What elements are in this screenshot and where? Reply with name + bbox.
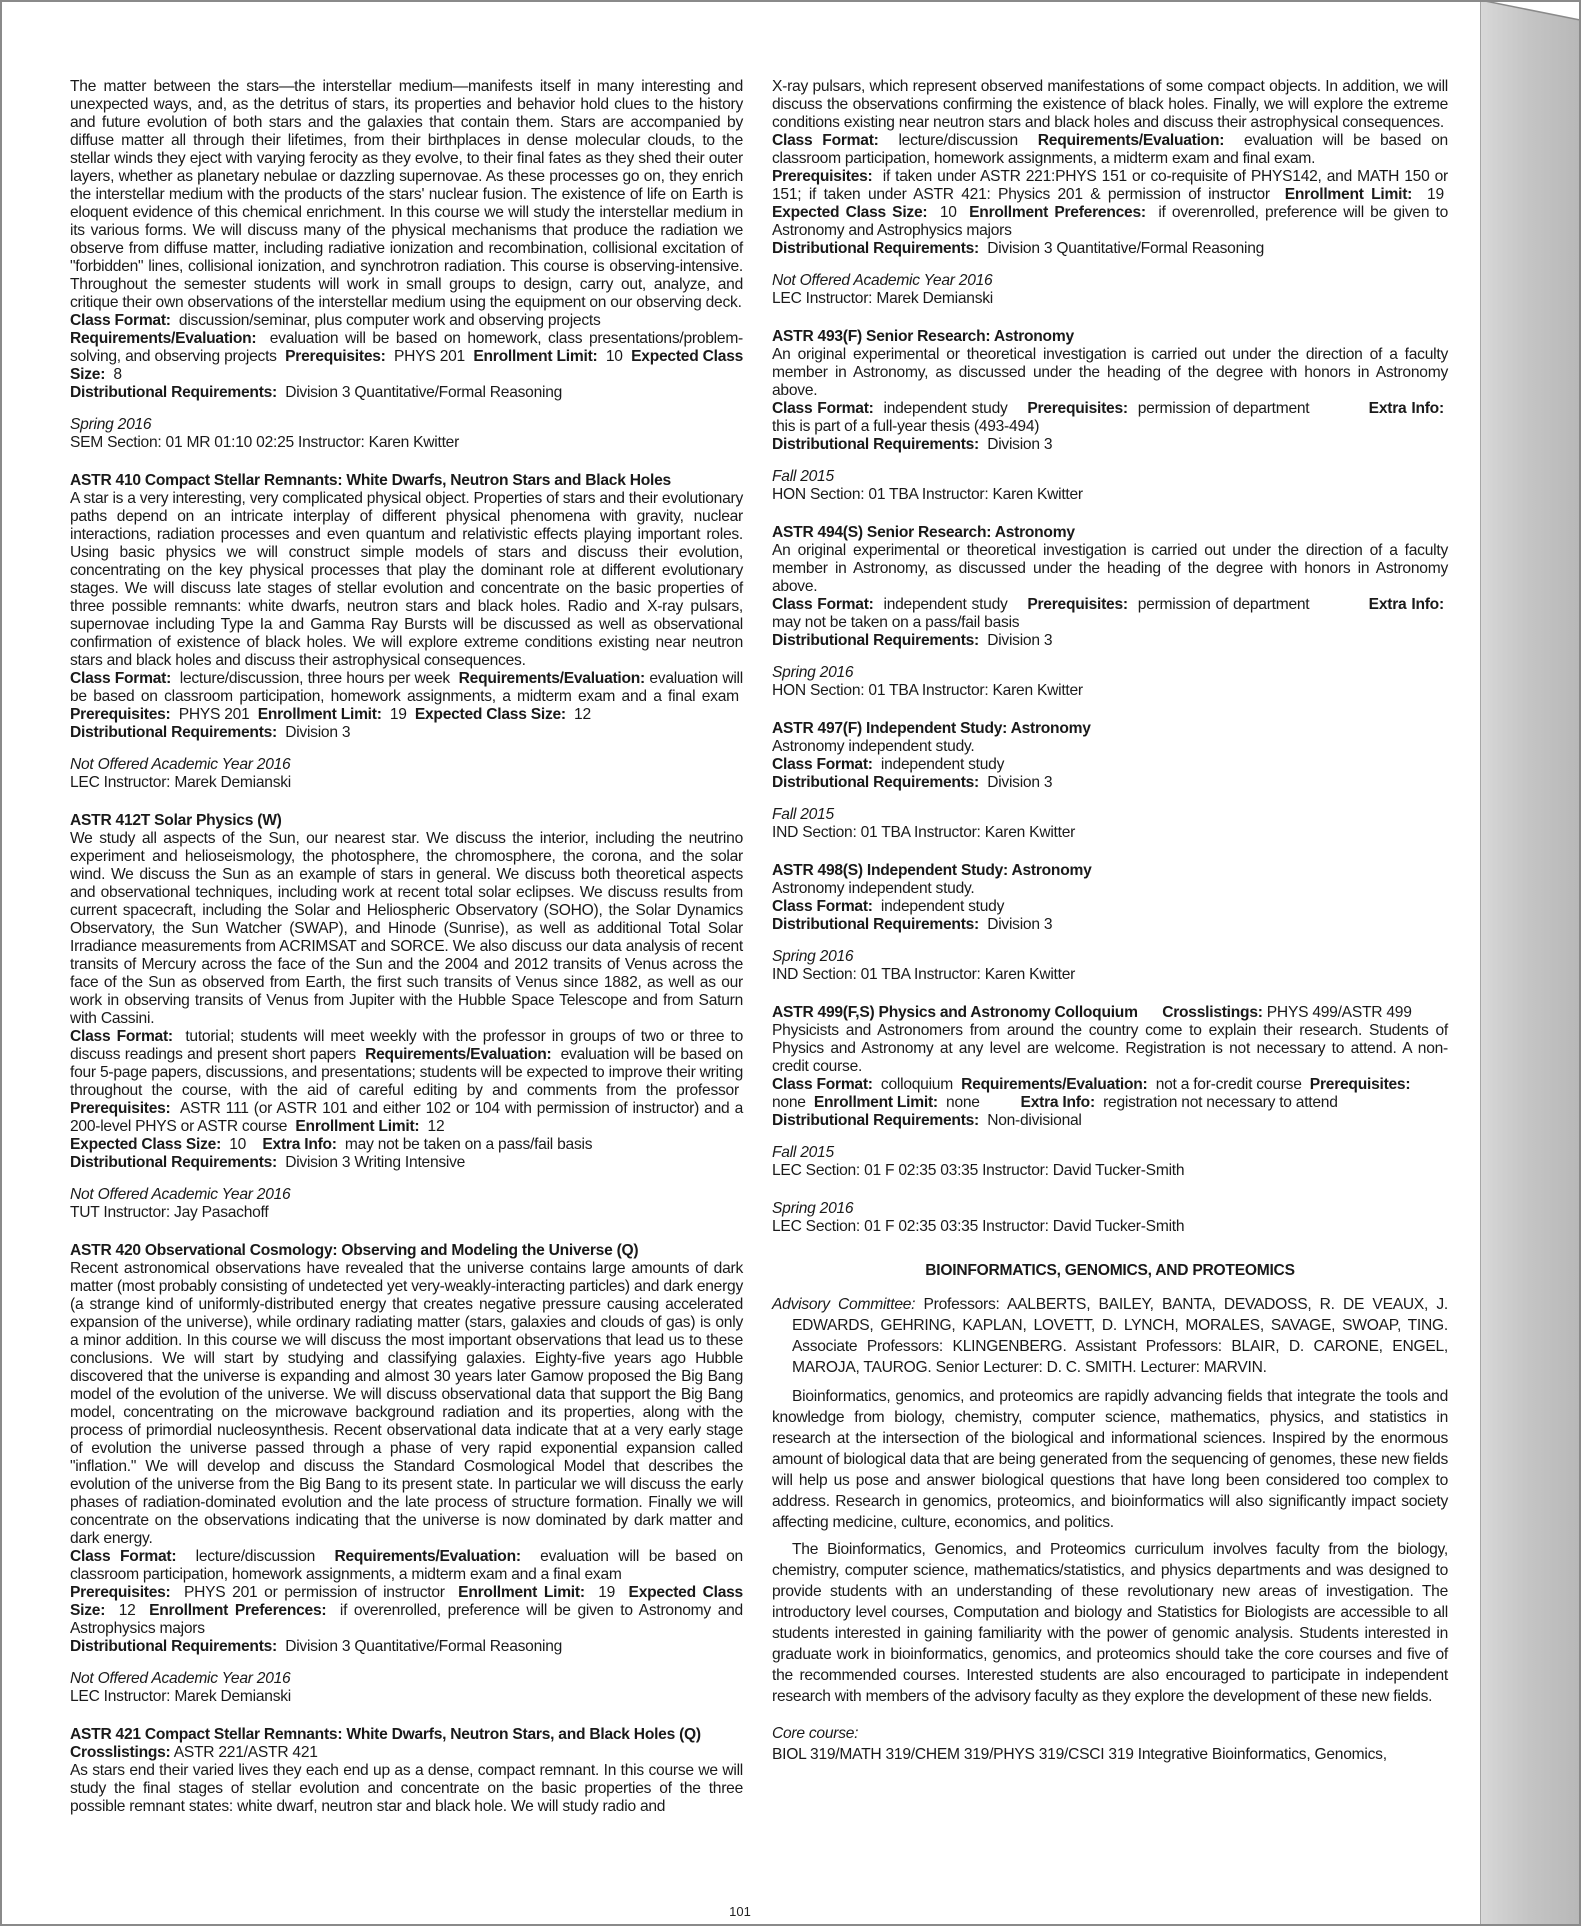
offering-astr410: Not Offered Academic Year 2016 LEC Instructor: Marek Demianski (70, 756, 292, 791)
course-description: An original experimental or theoretical investigation is carried out under the direction of a faculty member in Astronomy, as discussed under the heading of the degree with honors in Astronomy above. (772, 346, 1448, 399)
offering-astr497: Fall 2015 IND Section: 01 TBA Instructor: Karen Kwitter (772, 806, 1076, 841)
course-description: A star is a very interesting, very complicated physical object. Properties of stars and their evolutionary paths depend on an intricate interplay of different physical phenomena with gravity, nuclear interactions, radiation processes and even quantum and relativistic effects playing important roles. Using basic physics we will construct simple models of stars and discuss their evolution, concentrating on the key physical processes that play the dominant role at different evolutionary stages. We will discuss late stages of stellar evolution and concentrate on the basic properties of three possible remnants: white dwarfs, neutron stars and black holes. Radio and X-ray pulsars, supernovae including Type Ia and Gamma Ray Bursts will be discussed as well as observational confirmation of existence of black holes. We will explore extreme conditions existing near neutron stars and black holes and discuss their astrophysical consequences. (70, 490, 743, 669)
offering-astr420: Not Offered Academic Year 2016 LEC Instructor: Marek Demianski (70, 1670, 292, 1705)
course-title: ASTR 412T Solar Physics (W) (70, 812, 282, 829)
core-course-line: BIOL 319/MATH 319/CHEM 319/PHYS 319/CSCI 319 Integrative Bioinformatics, Genomics, (772, 1746, 1387, 1763)
course-title: ASTR 410 Compact Stellar Remnants: White Dwarfs, Neutron Stars and Black Holes (70, 472, 671, 489)
program-paragraph-1: Bioinformatics, genomics, and proteomics are rapidly advancing fields that integrate the tools and knowledge from biology, chemistry, computer science, mathematics, physics, and statistics in research at the intersection of the biological and informational sciences. Inspired by the enormous amount of biological data that are being generated from the sequencing of genomes, these new fields will help us pose and answer biological questions that have long been considered too complex to address. Research in genomics, proteomics, and bioinformatics will also significantly impact society affecting medicine, culture, economics, and politics. (772, 1388, 1448, 1531)
page-number: 101 (729, 1904, 751, 1919)
course-description: We study all aspects of the Sun, our nearest star. We discuss the interior, including the neutrino experiment and helioseismology, the photosphere, the chromosphere, the corona, and the solar wind. We discuss the Sun as an example of stars in general. We discuss both theoretical aspects and observational techniques, including work at recent total solar eclipses. We discuss results from current spacecraft, including the Solar and Heliospheric Observatory (SOHO), the Solar Dynamics Observatory, the Sun Watcher (SWAP), and Hinode (Sunrise), as well as additional Total Solar Irradiance measurements from ACRIMSAT and SORCE. We also discuss our data analysis of recent transits of Mercury across the face of the Sun and the 2004 and 2012 transits of Venus across the face of the Sun as observed from Earth, the first such transits of Venus since 1882, as well as our work in observing transits of Venus from Jupiter with the Hubble Space Telescope and from Saturn with Cassini. (70, 830, 743, 1027)
course-astr498: ASTR 498(S) Independent Study: Astronomy Astronomy independent study. Class Format: independent study Distributional Requirements: Division 3 (772, 862, 1092, 933)
course-astr499: ASTR 499(F,S) Physics and Astronomy Colloquium Crosslistings: PHYS 499/ASTR 499 Physicists and Astronomers from around the country come to explain their research. Students of Physics and Astronomy at any level are welcome. Registration is not necessary to attend. A non-credit course. Class Format: colloquium Requirements/Evaluation: not a for-credit course Prerequisites: none Enrollment Limit: none Extra Info: registration not necessary to attend Distributional Requirements: Non-divisional (772, 1004, 1448, 1129)
course-title: ASTR 497(F) Independent Study: Astronomy (772, 720, 1091, 737)
offering-astr499-fall: Fall 2015 LEC Section: 01 F 02:35 03:35 Instructor: David Tucker-Smith (772, 1144, 1185, 1179)
offering-astr498: Spring 2016 IND Section: 01 TBA Instructor: Karen Kwitter (772, 948, 1076, 983)
course-title: ASTR 421 Compact Stellar Remnants: White Dwarfs, Neutron Stars, and Black Holes (Q) (70, 1726, 701, 1743)
course-astr493: ASTR 493(F) Senior Research: Astronomy An original experimental or theoretical investigation is carried out under the direction of a faculty member in Astronomy, as discussed under the heading of the degree with honors in Astronomy above. Class Format: independent study Prerequisites: permission of department Extra Info: this is part of a full-year thesis (493-494) Distributional Requirements: Division 3 (772, 328, 1448, 453)
intro-text: The matter between the stars—the interstellar medium—manifests itself in many interesting and unexpected ways, and, as the detritus of stars, its properties and behavior hold clues to the history and future evolution of both stars and the galaxies that contain them. Stars are accompanied by diffuse matter all through their lifetimes, from their birthplaces in dense molecular clouds, to the stellar winds they eject with varying ferocity as they evolve, to their final fates as they shed their outer layers, whether as planetary nebulae or dazzling supernovae. As these processes go on, they enrich the interstellar medium with the products of the stars' nuclear fusion. The existence of life on Earth is eloquent evidence of this chemical enrichment. In this course we will study the interstellar medium in its various forms. We will discuss many of the physical mechanisms that produce the radiation we observe from diffuse matter, including radiative ionization and recombination, collisional excitation of "forbidden" lines, collisional ionization, and synchrotron radiation. This course is observing-intensive. Throughout the semester students will work in small groups to design, carry out, analyze, and critique their own observations of the interstellar medium using the equipment on our observing deck. Class Format: discussion/seminar, plus computer work and observing projects Requirements/Evaluation: evaluation will be based on homework, class presentations/problem-solving, and observing projects Prerequisites: PHYS 201 Enrollment Limit: 10 Expected Class Size: 8 Distributional Requirements: Division 3 Quantitative/Formal Reasoning (70, 78, 744, 401)
advisory-committee: Advisory Committee: Professors: AALBERTS, BAILEY, BANTA, DEVADOSS, R. DE VEAUX, J. EDWARDS, GEHRING, KAPLAN, LOVETT, D. LYNCH, MORALES, SAVAGE, SWOAP, TING. Associate Professors: KLINGENBERG. Assistant Professors: BLAIR, D. CARONE, ENGEL, MAROJA, TAUROG. Senior Lecturer: D. C. SMITH. Lecturer: MARVIN. (772, 1296, 1448, 1376)
course-title: ASTR 499(F,S) Physics and Astronomy Colloquium (772, 1004, 1138, 1021)
course-description: Astronomy independent study. (772, 880, 975, 897)
intro-offering: Spring 2016 SEM Section: 01 MR 01:10 02:25 Instructor: Karen Kwitter (70, 416, 460, 451)
offering-astr421: Not Offered Academic Year 2016 LEC Instructor: Marek Demianski (772, 272, 994, 307)
course-description: An original experimental or theoretical investigation is carried out under the direction of a faculty member in Astronomy, as discussed under the heading of the degree with honors in Astronomy above. (772, 542, 1448, 595)
offering-astr499-spring: Spring 2016 LEC Section: 01 F 02:35 03:35 Instructor: David Tucker-Smith (772, 1200, 1185, 1235)
course-description: Recent astronomical observations have revealed that the universe contains large amounts of dark matter (most probably consisting of undetected yet very-weakly-interacting particles) and dark energy (a strange kind of uniformly-distributed energy that creates negative pressure causing accelerated expansion of the universe), while ordinary radiating matter (stars, galaxies and clouds of gas) is only a minor addition. In this course we will discuss the most important observations that lead us to these conclusions. We will start by studying and classifying galaxies. Eighty-five years ago Hubble discovered that the universe is expanding and almost 30 years later Gamow proposed the Big Bang model of the evolution of the universe. We will discuss observational data that support the Big Bang model, concentrating on the microwave background radiation and its properties, along with the process of primordial nucleosynthesis. Recent observational data indicate that at a very early stage of evolution the universe passed through a phase of very rapid exponential expansion called "inflation." We will develop and discuss the Standard Cosmological Model that describes the evolution of the universe from the Big Bang to its present state. In particular we will discuss the early phases of radiation-dominated evolution and the late process of structure formation. Finally we will concentrate on the observations indicating that the universe is now dominated by dark matter and dark energy. (70, 1260, 743, 1547)
course-description: X-ray pulsars, which represent observed manifestations of some compact objects. In addition, we will discuss the observations confirming the existence of black holes. Finally, we will explore the extreme conditions existing near neutron stars and black holes and discuss their astrophysical consequences. (772, 78, 1448, 131)
offering-astr493: Fall 2015 HON Section: 01 TBA Instructor: Karen Kwitter (772, 468, 1083, 503)
course-astr497: ASTR 497(F) Independent Study: Astronomy Astronomy independent study. Class Format: independent study Distributional Requirements: Division 3 (772, 720, 1091, 791)
course-title: ASTR 420 Observational Cosmology: Observing and Modeling the Universe (Q) (70, 1242, 639, 1259)
course-description: As stars end their varied lives they each end up as a dense, compact remnant. In this course we will study the final stages of stellar evolution and concentrate on the basic properties of the three possible remnant states: white dwarf, neutron star and black hole. We will study radio and (70, 1762, 743, 1815)
section-heading: BIOINFORMATICS, GENOMICS, AND PROTEOMICS (925, 1262, 1295, 1279)
course-title: ASTR 493(F) Senior Research: Astronomy (772, 328, 1074, 345)
core-course-label: Core course: (772, 1725, 859, 1742)
course-description: Astronomy independent study. (772, 738, 975, 755)
course-title: ASTR 498(S) Independent Study: Astronomy (772, 862, 1092, 879)
course-astr494: ASTR 494(S) Senior Research: Astronomy An original experimental or theoretical investigation is carried out under the direction of a faculty member in Astronomy, as discussed under the heading of the degree with honors in Astronomy above. Class Format: independent study Prerequisites: permission of department Extra Info: may not be taken on a pass/fail basis Distributional Requirements: Division 3 (772, 524, 1448, 649)
course-astr420: ASTR 420 Observational Cosmology: Observing and Modeling the Universe (Q) Recent astronomical observations have revealed that the universe contains large amounts of dark matter (most probably consisting of undetected yet very-weakly-interacting particles) and dark energy (a strange kind of uniformly-distributed energy that creates negative pressure causing accelerated expansion of the universe), while ordinary radiating matter (stars, galaxies and clouds of gas) is only a minor addition. In this course we will discuss the most important observations that lead us to these conclusions. We will start by studying and classifying galaxies. Eighty-five years ago Hubble discovered that the universe is expanding and almost 30 years later Gamow proposed the Big Bang model of the evolution of the universe. We will discuss observational data that support the Big Bang model, concentrating on the microwave background radiation and its properties, along with the process of primordial nucleosynthesis. Recent observational data indicate that at a very early stage of evolution the universe passed through a phase of very rapid exponential expansion called "inflation." We will develop and discuss the Standard Cosmological Model that describes the evolution of the universe from the Big Bang to its present state. In particular we will discuss the early phases of radiation-dominated evolution and the late process of structure formation. Finally we will concentrate on the observations indicating that the universe is now dominated by dark matter and dark energy. Class Format: lecture/discussion Requirements/Evaluation: evaluation will be based on classroom participation, homework assignments, a midterm exam and a final exam Prerequisites: PHYS 201 or permission of instructor Enrollment Limit: 19 Expected Class Size: 12 Enrollment Preferences: if overenrolled, preference will be given to Astronomy and Astrophysics majors Distributional Requirements: Division 3 Quantitative/Formal Reasoning (70, 1242, 743, 1655)
offering-astr412: Not Offered Academic Year 2016 TUT Instructor: Jay Pasachoff (70, 1186, 291, 1221)
course-astr421: ASTR 421 Compact Stellar Remnants: White Dwarfs, Neutron Stars, and Black Holes (Q) Crosslistings: ASTR 221/ASTR 421 As stars end their varied lives they each end up as a dense, compact remnant. In this course we will study the final stages of stellar evolution and concentrate on the basic properties of the three possible remnant states: white dwarf, neutron star and black hole. We will study radio and (70, 1726, 743, 1815)
course-astr410: ASTR 410 Compact Stellar Remnants: White Dwarfs, Neutron Stars and Black Holes A star is a very interesting, very complicated physical object. Properties of stars and their evolutionary paths depend on an intricate interplay of different physical phenomena with gravity, nuclear interactions, radiation processes and even quantum and relativistic effects playing important roles. Using basic physics we will construct simple models of stars and discuss their evolution, concentrating on the key physical processes that play the dominant role at different evolutionary stages. We will discuss late stages of stellar evolution and concentrate on the basic properties of three possible remnants: white dwarfs, neutron stars and black holes. Radio and X-ray pulsars, supernovae including Type Ia and Gamma Ray Bursts will be discussed as well as observational confirmation of existence of black holes. We will explore extreme conditions existing near neutron stars and black holes and discuss their astrophysical consequences. Class Format: lecture/discussion, three hours per week Requirements/Evaluation: evaluation will be based on classroom participation, homework assignments, a midterm exam and a final exam Prerequisites: PHYS 201 Enrollment Limit: 19 Expected Class Size: 12 Distributional Requirements: Division 3 (70, 472, 743, 741)
course-astr421-continued: X-ray pulsars, which represent observed manifestations of some compact objects. In addition, we will discuss the observations confirming the existence of black holes. Finally, we will explore the extreme conditions existing near neutron stars and black holes and discuss their astrophysical consequences. Class Format: lecture/discussion Requirements/Evaluation: evaluation will be based on classroom participation, homework assignments, a midterm exam and final exam. Prerequisites: if taken under ASTR 221:PHYS 151 or co-requisite of PHYS142, and MATH 150 or 151; if taken under ASTR 421: Physics 201 & permission of instructor Enrollment Limit: 19 Expected Class Size: 10 Enrollment Preferences: if overenrolled, preference will be given to Astronomy and Astrophysics majors Distributional Requirements: Division 3 Quantitative/Formal Reasoning (772, 78, 1449, 257)
course-description: Physicists and Astronomers from around the country come to explain their research. Students of Physics and Astronomy at any level are welcome. Registration is not necessary to attend. A non-credit course. (772, 1022, 1448, 1075)
course-title: ASTR 494(S) Senior Research: Astronomy (772, 524, 1075, 541)
course-astr412: ASTR 412T Solar Physics (W) We study all aspects of the Sun, our nearest star. We discuss the interior, including the neutrino experiment and helioseismology, the photosphere, the chromosphere, the corona, and the solar wind. We discuss the Sun as an example of stars in general. We discuss both theoretical aspects and observational techniques, including work at recent total solar eclipses. We discuss results from current spacecraft, including the Solar and Heliospheric Observatory (SOHO), the Solar Dynamics Observatory, the Sun Watcher (SWAP), and Hinode (Sunrise), as well as additional Total Solar Irradiance measurements from ACRIMSAT and SORCE. We also discuss our data analysis of recent transits of Mercury across the face of the Sun and the 2004 and 2012 transits of Venus across the face of the Sun as observed from Earth, the first such transits of Venus since 1882, as well as our work in observing transits of Venus from Jupiter with the Hubble Space Telescope and from Saturn with Cassini. Class Format: tutorial; students will meet weekly with the professor in groups of two or three to discuss readings and present short papers Requirements/Evaluation: evaluation will be based on four 5-page papers, discussions, and presentations; students will be expected to improve their writing throughout the course, with the aid of careful editing by and comments from the professor Prerequisites: ASTR 111 (or ASTR 101 and either 102 or 104 with permission of instructor) and a 200-level PHYS or ASTR course Enrollment Limit: 12 Expected Class Size: 10 Extra Info: may not be taken on a pass/fail basis Distributional Requirements: Division 3 Writing Intensive (70, 812, 744, 1171)
offering-astr494: Spring 2016 HON Section: 01 TBA Instructor: Karen Kwitter (772, 664, 1083, 699)
program-paragraph-2: The Bioinformatics, Genomics, and Proteomics curriculum involves faculty from the biology, chemistry, computer science, mathematics/statistics, and physics departments and was designed to provide students with an understanding of these revolutionary new areas of investigation. The introductory level courses, Computation and biology and Statistics for Biologists are accessible to all students interested in gaining familiarity with the power of genomic analysis. Students interested in graduate work in bioinformatics, genomics, and proteomics should take the core courses and five of the recommended courses. Interested students are also encouraged to participate in independent research with members of the advisory faculty as they explore the development of these new fields. (772, 1541, 1448, 1705)
